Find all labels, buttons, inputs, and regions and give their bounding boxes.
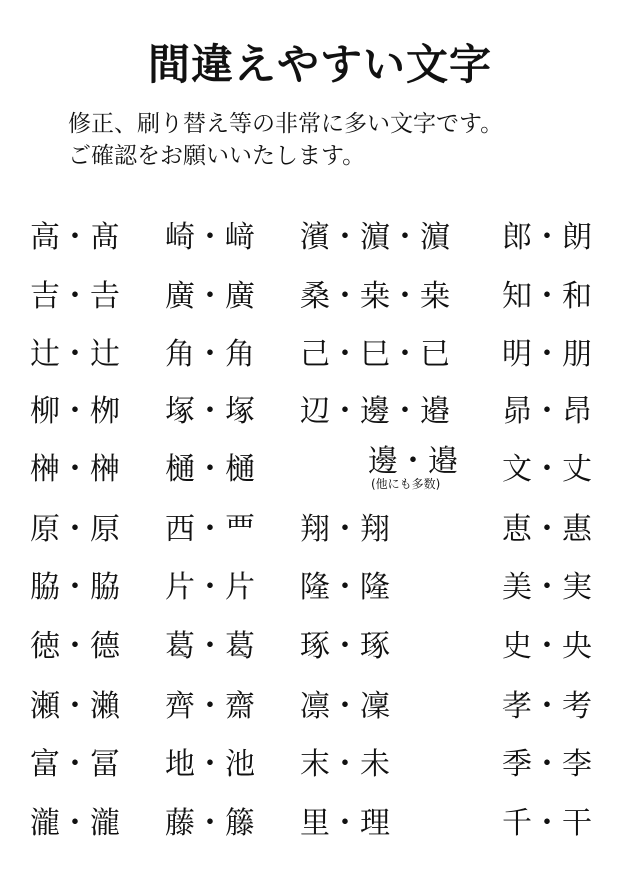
character: 末 — [300, 747, 330, 782]
character: 﨑 — [225, 220, 255, 255]
character: 巳 — [360, 337, 390, 372]
char-pair — [165, 277, 255, 317]
page-title: 間違えやすい文字 — [147, 40, 492, 89]
character: 瀨 — [90, 689, 120, 724]
character: 濵 — [420, 220, 450, 255]
separator-dot: ・ — [60, 806, 90, 841]
char-pair — [300, 627, 390, 667]
separator-dot: ・ — [195, 220, 225, 255]
character: 𠮷 — [90, 279, 120, 314]
char-pair — [502, 218, 592, 258]
separator-dot: ・ — [60, 747, 90, 782]
separator-dot: ・ — [60, 629, 90, 664]
character: 昂 — [562, 394, 592, 429]
character: 髙 — [90, 220, 120, 255]
character: 知 — [502, 279, 532, 314]
separator-dot: ・ — [390, 337, 420, 372]
separator-dot: ・ — [60, 452, 90, 487]
character: 昴 — [502, 394, 532, 429]
intro-line-1: 修正、刷り替え等の非常に多い文字です。 — [68, 111, 504, 137]
character: 片 — [225, 570, 255, 605]
char-pair — [300, 568, 390, 608]
separator-dot: ・ — [532, 570, 562, 605]
character: 瀬 — [30, 689, 60, 724]
character: 邊 — [360, 394, 390, 429]
separator-dot: ・ — [60, 570, 90, 605]
separator-dot: ・ — [330, 279, 360, 314]
char-pair — [502, 392, 592, 432]
character: 脇 — [30, 570, 60, 605]
character: 美 — [502, 570, 532, 605]
character: 高 — [30, 220, 60, 255]
character: 徳 — [30, 629, 60, 664]
character: 廣 — [225, 279, 255, 314]
char-pair — [165, 687, 255, 727]
separator-dot: ・ — [532, 629, 562, 664]
character: 央 — [562, 629, 592, 664]
char-pair — [300, 218, 450, 258]
character: 邊 — [368, 444, 398, 479]
character: 塚 — [225, 394, 255, 429]
character: 隆 — [360, 570, 390, 605]
char-pair — [165, 450, 255, 490]
character: 考 — [562, 689, 592, 724]
separator-dot: ・ — [390, 279, 420, 314]
char-pair — [165, 804, 255, 844]
character: 瀧 — [90, 806, 120, 841]
char-pair — [502, 568, 592, 608]
char-pair — [502, 804, 592, 844]
separator-dot: ・ — [195, 570, 225, 605]
character: 濵 — [360, 220, 390, 255]
char-pair — [502, 687, 592, 727]
character: 隆 — [300, 570, 330, 605]
char-pair — [30, 745, 120, 785]
character: 榊 — [90, 452, 120, 487]
separator-dot: ・ — [390, 394, 420, 429]
char-pair — [165, 627, 255, 667]
separator-dot: ・ — [532, 747, 562, 782]
char-pair — [30, 627, 120, 667]
character: 未 — [360, 747, 390, 782]
character: 角 — [225, 337, 255, 372]
separator-dot: ・ — [60, 394, 90, 429]
character: 覀 — [225, 512, 255, 547]
char-pair — [165, 510, 255, 550]
character: 𠩤 — [90, 512, 120, 547]
character: 栁 — [90, 394, 120, 429]
character: 辻 — [30, 337, 60, 372]
separator-dot: ・ — [195, 279, 225, 314]
separator-dot: ・ — [330, 394, 360, 429]
char-pair — [502, 335, 592, 375]
separator-dot: ・ — [195, 629, 225, 664]
character: 実 — [562, 570, 592, 605]
separator-dot: ・ — [532, 279, 562, 314]
character: 明 — [502, 337, 532, 372]
separator-dot: ・ — [195, 337, 225, 372]
char-pair — [30, 510, 120, 550]
separator-dot: ・ — [60, 512, 90, 547]
character: 桒 — [360, 279, 390, 314]
character: 富 — [30, 747, 60, 782]
separator-dot: ・ — [330, 570, 360, 605]
character: 朋 — [562, 337, 592, 372]
character: 瀧 — [30, 806, 60, 841]
separator-dot: ・ — [60, 220, 90, 255]
character: 冨 — [90, 747, 120, 782]
char-pair — [502, 745, 592, 785]
separator-dot: ・ — [532, 806, 562, 841]
character: 郎 — [502, 220, 532, 255]
char-pair — [300, 335, 450, 375]
character: 原 — [30, 512, 60, 547]
separator-dot: ・ — [330, 747, 360, 782]
character: 琢 — [360, 629, 390, 664]
character: 桒 — [420, 279, 450, 314]
character: 凜 — [360, 689, 390, 724]
character: 李 — [562, 747, 592, 782]
character: 藤 — [165, 806, 195, 841]
character: 翔 — [300, 512, 330, 547]
separator-dot: ・ — [195, 394, 225, 429]
character: 片 — [165, 570, 195, 605]
separator-dot: ・ — [195, 689, 225, 724]
character: 孝 — [502, 689, 532, 724]
character: 邉 — [420, 394, 450, 429]
separator-dot: ・ — [60, 689, 90, 724]
intro-line-2: ご確認をお願いいたします。 — [68, 143, 366, 169]
separator-dot: ・ — [330, 689, 360, 724]
character: 塚 — [165, 394, 195, 429]
character: 凛 — [300, 689, 330, 724]
char-pair — [502, 510, 592, 550]
character: 已 — [420, 337, 450, 372]
char-pair — [300, 510, 390, 550]
character: 廣 — [165, 279, 195, 314]
separator-dot: ・ — [195, 806, 225, 841]
char-pair — [165, 218, 255, 258]
char-pair — [165, 335, 255, 375]
character: 池 — [225, 747, 255, 782]
separator-dot: ・ — [330, 806, 360, 841]
character: 脇 — [90, 570, 120, 605]
character: 榊 — [30, 452, 60, 487]
character: 崎 — [165, 220, 195, 255]
note-many-more: (他にも多数) — [371, 477, 441, 491]
character: 德 — [90, 629, 120, 664]
separator-dot: ・ — [330, 220, 360, 255]
character: 齊 — [165, 689, 195, 724]
char-pair — [502, 450, 592, 490]
character: 樋 — [225, 452, 255, 487]
character: 季 — [502, 747, 532, 782]
character: 籐 — [225, 806, 255, 841]
char-pair — [30, 277, 120, 317]
character: 濱 — [300, 220, 330, 255]
char-pair — [300, 687, 390, 727]
char-pair — [300, 392, 450, 432]
character: 史 — [502, 629, 532, 664]
char-pair — [165, 392, 255, 432]
separator-dot: ・ — [60, 279, 90, 314]
character: 葛 — [225, 629, 255, 664]
character: 惠 — [562, 512, 592, 547]
character: 樋 — [165, 452, 195, 487]
character: 文 — [502, 452, 532, 487]
character: 西 — [165, 512, 195, 547]
separator-dot: ・ — [330, 512, 360, 547]
character: 翔 — [360, 512, 390, 547]
character: 桑 — [300, 279, 330, 314]
separator-dot: ・ — [532, 220, 562, 255]
character: 干 — [562, 806, 592, 841]
character: 角 — [165, 337, 195, 372]
character: 辺 — [300, 394, 330, 429]
separator-dot: ・ — [532, 512, 562, 547]
character: 理 — [360, 806, 390, 841]
character: 地 — [165, 747, 195, 782]
character: 己 — [300, 337, 330, 372]
char-pair — [502, 277, 592, 317]
char-pair — [30, 218, 120, 258]
character: 恵 — [502, 512, 532, 547]
character: 和 — [562, 279, 592, 314]
character: 辻 — [90, 337, 120, 372]
separator-dot: ・ — [195, 747, 225, 782]
char-pair — [165, 568, 255, 608]
separator-dot: ・ — [330, 629, 360, 664]
separator-dot: ・ — [60, 337, 90, 372]
separator-dot: ・ — [532, 337, 562, 372]
separator-dot: ・ — [195, 452, 225, 487]
char-pair — [30, 450, 120, 490]
separator-dot: ・ — [330, 337, 360, 372]
character: 千 — [502, 806, 532, 841]
character: 吉 — [30, 279, 60, 314]
char-pair — [300, 745, 390, 785]
char-pair — [30, 804, 120, 844]
char-pair — [30, 687, 120, 727]
separator-dot: ・ — [532, 689, 562, 724]
character: 朗 — [562, 220, 592, 255]
char-pair — [30, 335, 120, 375]
char-pair — [300, 804, 390, 844]
character: 丈 — [562, 452, 592, 487]
character: 柳 — [30, 394, 60, 429]
character: 齋 — [225, 689, 255, 724]
char-pair — [30, 568, 120, 608]
separator-dot: ・ — [532, 394, 562, 429]
char-pair — [30, 392, 120, 432]
character: 邉 — [428, 444, 458, 479]
separator-dot: ・ — [390, 220, 420, 255]
character: 里 — [300, 806, 330, 841]
char-pair — [165, 745, 255, 785]
character: 琢 — [300, 629, 330, 664]
char-pair — [502, 627, 592, 667]
separator-dot: ・ — [195, 512, 225, 547]
char-pair — [300, 277, 450, 317]
character: 葛 — [165, 629, 195, 664]
separator-dot: ・ — [532, 452, 562, 487]
separator-dot: ・ — [398, 444, 428, 479]
